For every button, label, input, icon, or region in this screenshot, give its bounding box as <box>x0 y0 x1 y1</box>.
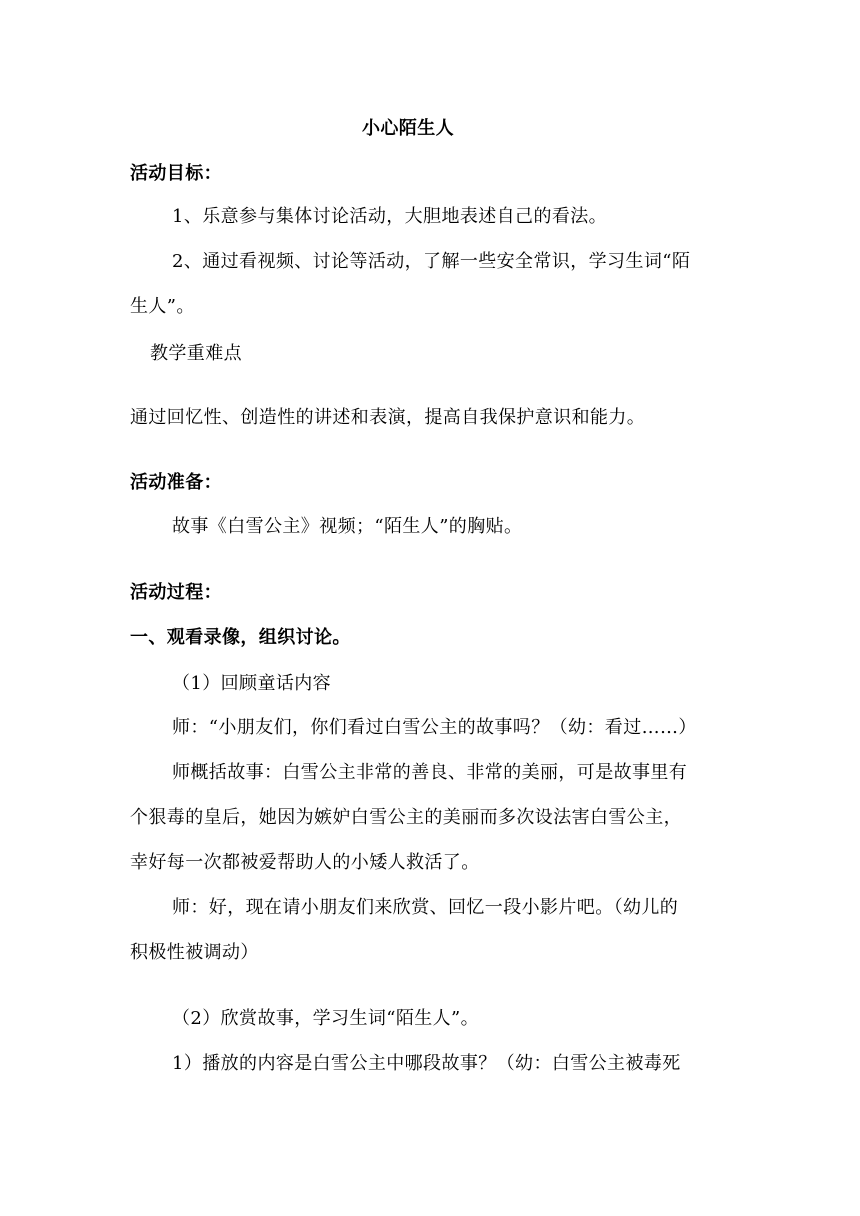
key-points-text: 通过回忆性、创造性的讲述和表演，提高自我保护意识和能力。 <box>130 407 646 428</box>
story-summary-line-2: 个狠毒的皇后，她因为嫉妒白雪公主的美丽而多次设法害白雪公主， <box>130 807 682 828</box>
goal-item-2-line-1: 2、通过看视频、讨论等活动，了解一些安全常识，学习生词“陌 <box>172 251 691 272</box>
goals-heading: 活动目标： <box>130 163 222 184</box>
prep-text: 故事《白雪公主》视频；“陌生人”的胸贴。 <box>172 516 523 537</box>
step-2-question-1: 1）播放的内容是白雪公主中哪段故事？（幼：白雪公主被毒死 <box>172 1053 681 1074</box>
prep-heading: 活动准备： <box>130 472 222 493</box>
document-title: 小心陌生人 <box>362 118 454 139</box>
section-1-heading: 一、观看录像，组织讨论。 <box>130 627 351 648</box>
step-1-heading: （1）回顾童话内容 <box>172 673 332 694</box>
goal-item-2-line-2: 生人”。 <box>130 296 195 317</box>
invite-line-1: 师：好，现在请小朋友们来欣赏、回忆一段小影片吧。（幼儿的 <box>172 897 679 918</box>
step-1-teacher-question: 师：“小朋友们，你们看过白雪公主的故事吗？（幼：看过……） <box>172 717 697 738</box>
step-2-heading: （2）欣赏故事，学习生词“陌生人”。 <box>172 1008 480 1029</box>
key-points-heading: 教学重难点 <box>150 343 242 364</box>
goal-item-1: 1、乐意参与集体讨论活动，大胆地表述自己的看法。 <box>172 206 608 227</box>
story-summary-line-3: 幸好每一次都被爱帮助人的小矮人救活了。 <box>130 852 480 873</box>
process-heading: 活动过程： <box>130 582 222 603</box>
story-summary-line-1: 师概括故事：白雪公主非常的善良、非常的美丽，可是故事里有 <box>172 762 688 783</box>
invite-line-2: 积极性被调动） <box>130 942 259 963</box>
